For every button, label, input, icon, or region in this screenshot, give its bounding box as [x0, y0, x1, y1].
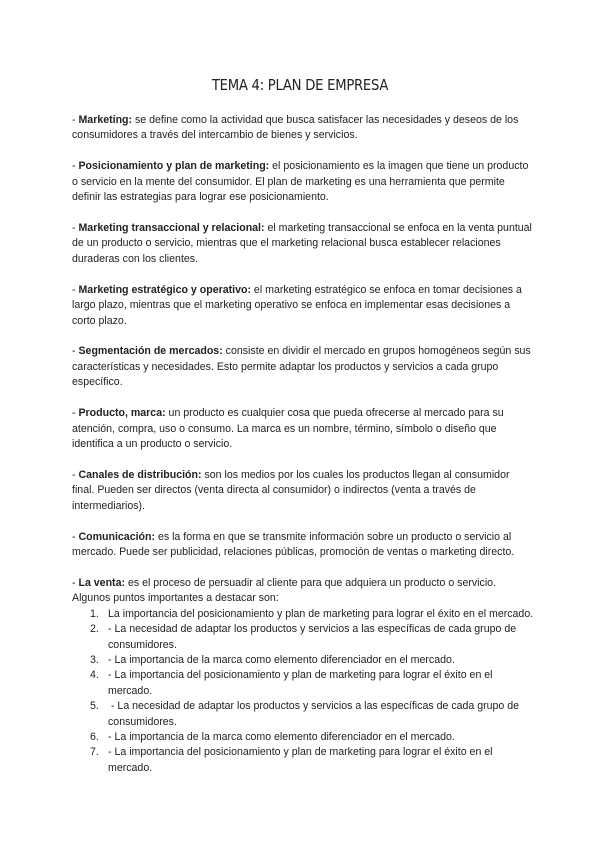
- bullet-dash: -: [72, 222, 79, 235]
- section-term: Producto, marca:: [78, 407, 166, 420]
- list-item: [72, 668, 534, 699]
- section-text: es el proceso de persuadir al cliente para que adquiera un producto o servicio. Algunos puntos importantes a destacar son:: [72, 576, 497, 605]
- list-item: [72, 622, 534, 653]
- list-number: 7.: [90, 746, 99, 759]
- list-text: La importancia del posicionamiento y plan de marketing para lograr el éxito en el mercado.: [108, 607, 534, 620]
- section-term: Marketing transaccional y relacional:: [78, 222, 265, 235]
- list-text: - La importancia del posicionamiento y plan de marketing para lograr el éxito en el mercado.: [108, 746, 493, 774]
- list-number: 4.: [90, 669, 99, 682]
- section-term: Canales de distribución:: [78, 468, 202, 481]
- document-body: [72, 113, 534, 776]
- section-text: un producto es cualquier cosa que pueda ofrecerse al mercado para su atención, compra, uso o consumo. La marca es un nombre, término, símbolo o diseño que identifica a un producto o servicio.: [72, 407, 504, 450]
- section-term: Posicionamiento y plan de marketing:: [78, 160, 270, 173]
- section-canales: [72, 468, 534, 514]
- bullet-dash: -: [72, 345, 79, 358]
- section-marketing: [72, 113, 534, 144]
- list-item: [72, 699, 534, 730]
- bullet-dash: -: [72, 576, 79, 589]
- section-venta: [72, 576, 534, 607]
- section-text: el marketing transaccional se enfoca en la venta puntual de un producto o servicio, mientras que el marketing relacional busca establecer relaciones duraderas con los clientes.: [72, 222, 532, 265]
- section-term: Segmentación de mercados:: [78, 345, 223, 358]
- bullet-dash: -: [72, 468, 79, 481]
- bullet-dash: -: [72, 530, 79, 543]
- section-posicionamiento: [72, 159, 534, 205]
- list-number: 1.: [90, 607, 99, 620]
- section-producto: [72, 406, 534, 452]
- section-term: Comunicación:: [78, 530, 155, 543]
- numbered-list: [72, 607, 534, 776]
- page-title: TEMA 4: PLAN DE EMPRESA: [211, 76, 389, 94]
- list-item: [72, 653, 534, 668]
- section-term: Marketing estratégico y operativo:: [78, 283, 251, 296]
- bullet-dash: -: [72, 283, 79, 296]
- list-item: [72, 607, 534, 622]
- list-text: - La necesidad de adaptar los productos y servicios a las específicas de cada grupo de consumidores.: [108, 623, 517, 651]
- section-term: La venta:: [78, 576, 125, 589]
- section-text: consiste en dividir el mercado en grupos homogéneos según sus características y necesidades. Esto permite adaptar los productos y servicios a cada grupo específico.: [72, 345, 531, 389]
- section-transaccional: [72, 221, 534, 267]
- section-estrategico: [72, 283, 534, 329]
- section-text: es la forma en que se transmite información sobre un producto o servicio al mercado. Puede ser publicidad, relaciones públicas, promoción de ventas o marketing directo.: [72, 530, 515, 559]
- section-term: Marketing:: [78, 114, 133, 126]
- bullet-dash: -: [72, 160, 79, 173]
- section-text: son los medios por los cuales los productos llegan al consumidor final. Pueden ser directos (venta directa al consumidor) o indirectos (venta a través de intermediarios).: [72, 468, 510, 512]
- section-text: se define como la actividad que busca satisfacer las necesidades y deseos de los consumidores a través del intercambio de bienes y servicios.: [72, 114, 519, 142]
- list-item: [72, 730, 534, 745]
- bullet-dash: -: [72, 407, 79, 420]
- section-comunicacion: [72, 530, 534, 561]
- list-text: - La importancia del posicionamiento y plan de marketing para lograr el éxito en el mercado.: [108, 669, 493, 697]
- list-number: 6.: [90, 731, 99, 743]
- list-number: 2.: [90, 623, 99, 636]
- list-text: - La importancia de la marca como elemento diferenciador en el mercado.: [108, 731, 455, 743]
- section-segmentacion: [72, 344, 534, 390]
- section-text: el marketing estratégico se enfoca en tomar decisiones a largo plazo, mientras que el marketing operativo se enfoca en implementar esas decisiones a corto plazo.: [72, 283, 522, 327]
- list-text: - La importancia de la marca como elemento diferenciador en el mercado.: [108, 653, 455, 666]
- bullet-dash: -: [72, 114, 79, 126]
- list-text: - La necesidad de adaptar los productos y servicios a las específicas de cada grupo de consumidores.: [108, 700, 523, 728]
- list-item: [72, 745, 534, 776]
- list-number: 3.: [90, 653, 99, 666]
- list-number: 5.: [90, 700, 99, 713]
- section-text: el posicionamiento es la imagen que tiene un producto o servicio en la mente del consumidor. El plan de marketing es una herramienta que permite definir las estrategias para lograr ese posicionamiento.: [72, 160, 529, 204]
